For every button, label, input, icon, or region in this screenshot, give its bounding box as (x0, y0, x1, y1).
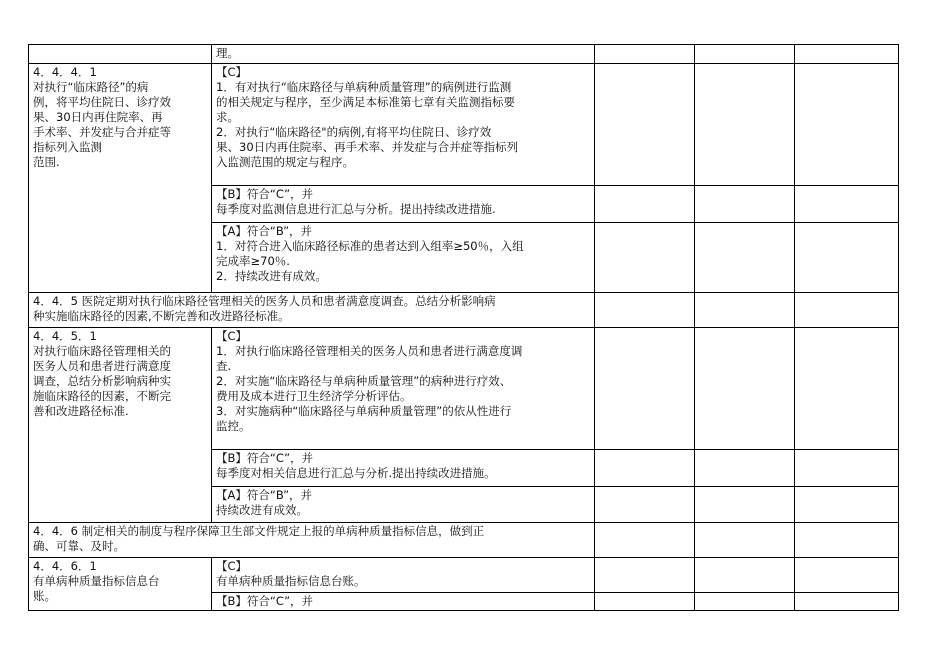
criteria-cell: 理。 (212, 45, 595, 64)
criteria-cell-c: 【C】 1．对执行临床路径管理相关的医务人员和患者进行满意度调 查. 2．对实施“临床路径与单病种质量管理”的病种进行疗效、 费用及成本进行卫生经济学分析评估。 3．对实施病种“临床路径与单病种质量管理”的依从性进行 监控。 (212, 328, 595, 450)
empty-cell (795, 487, 899, 523)
criteria-cell-a: 【A】符合“B”，并 持续改进有成效。 (212, 487, 595, 523)
empty-cell (795, 293, 899, 328)
empty-cell (595, 593, 695, 611)
item-cell-4-4-5-1: 4．4．5．1 对执行临床路径管理相关的 医务人员和患者进行满意度 调查，总结分析影响病种实 施临床路径的因素，不断完 善和改进路径标准. (29, 328, 212, 523)
empty-cell (695, 64, 795, 186)
empty-cell (795, 186, 899, 223)
empty-cell (595, 523, 695, 558)
criteria-cell-c: 【C】 有单病种质量指标信息台账。 (212, 558, 595, 593)
empty-cell (595, 223, 695, 293)
empty-cell (695, 450, 795, 487)
item-cell-4-4-4-1: 4．4．4．1 对执行“临床路径”的病 例，将平均住院日、诊疗效 果、30日内再住院率、再 手术率、并发症与合并症等 指标列入监测 范围. (29, 64, 212, 293)
empty-cell (595, 186, 695, 223)
empty-cell (695, 45, 795, 64)
empty-cell (795, 64, 899, 186)
empty-cell (795, 450, 899, 487)
empty-cell (595, 487, 695, 523)
section-heading-4-4-6: 4．4．6 制定相关的制度与程序保障卫生部文件规定上报的单病种质量指标信息，做到正 确、可靠、及时。 (29, 523, 595, 558)
criteria-cell-b: 【B】符合“C”，并 每季度对监测信息进行汇总与分析。提出持续改进措施. (212, 186, 595, 223)
criteria-cell-b: 【B】符合“C”，并 每季度对相关信息进行汇总与分析.提出持续改进措施。 (212, 450, 595, 487)
empty-cell (795, 223, 899, 293)
criteria-cell-a: 【A】符合“B”，并 1．对符合进入临床路径标准的患者达到入组率≥50％，入组 完成率≥70％. 2．持续改进有成效。 (212, 223, 595, 293)
empty-cell (595, 450, 695, 487)
empty-cell (795, 593, 899, 611)
empty-cell (795, 45, 899, 64)
empty-cell (695, 293, 795, 328)
table-row (29, 293, 899, 328)
empty-cell (595, 64, 695, 186)
table-row (29, 328, 899, 450)
standards-table (28, 44, 899, 611)
criteria-cell-b: 【B】符合“C”，并 (212, 593, 595, 611)
empty-cell (595, 293, 695, 328)
empty-cell (695, 487, 795, 523)
empty-cell (795, 328, 899, 450)
table-row (29, 523, 899, 558)
empty-cell (595, 558, 695, 593)
table-row (29, 64, 899, 186)
empty-cell (695, 593, 795, 611)
empty-cell (595, 45, 695, 64)
table-row (29, 45, 899, 64)
empty-cell (795, 558, 899, 593)
empty-cell (695, 186, 795, 223)
table-row (29, 558, 899, 593)
criteria-cell-c: 【C】 1．有对执行“临床路径与单病种质量管理”的病例进行监测 的相关规定与程序，至少满足本标准第七章有关监测指标要 求。 2．对执行“临床路径"的病例,有将平均住院日、诊疗效 果、30日内再住院率、再手术率、并发症与合并症等指标列 入监测范围的规定与程序。 (212, 64, 595, 186)
empty-cell (595, 328, 695, 450)
empty-cell (695, 523, 795, 558)
section-heading-4-4-5: 4．4．5 医院定期对执行临床路径管理相关的医务人员和患者满意度调查。总结分析影响病 种实施临床路径的因素,不断完善和改进路径标准。 (29, 293, 595, 328)
empty-cell (695, 223, 795, 293)
empty-cell (695, 328, 795, 450)
item-cell-4-4-6-1: 4．4．6．1 有单病种质量指标信息台 账。 (29, 558, 212, 611)
empty-cell (695, 558, 795, 593)
empty-cell (29, 45, 212, 64)
empty-cell (795, 523, 899, 558)
